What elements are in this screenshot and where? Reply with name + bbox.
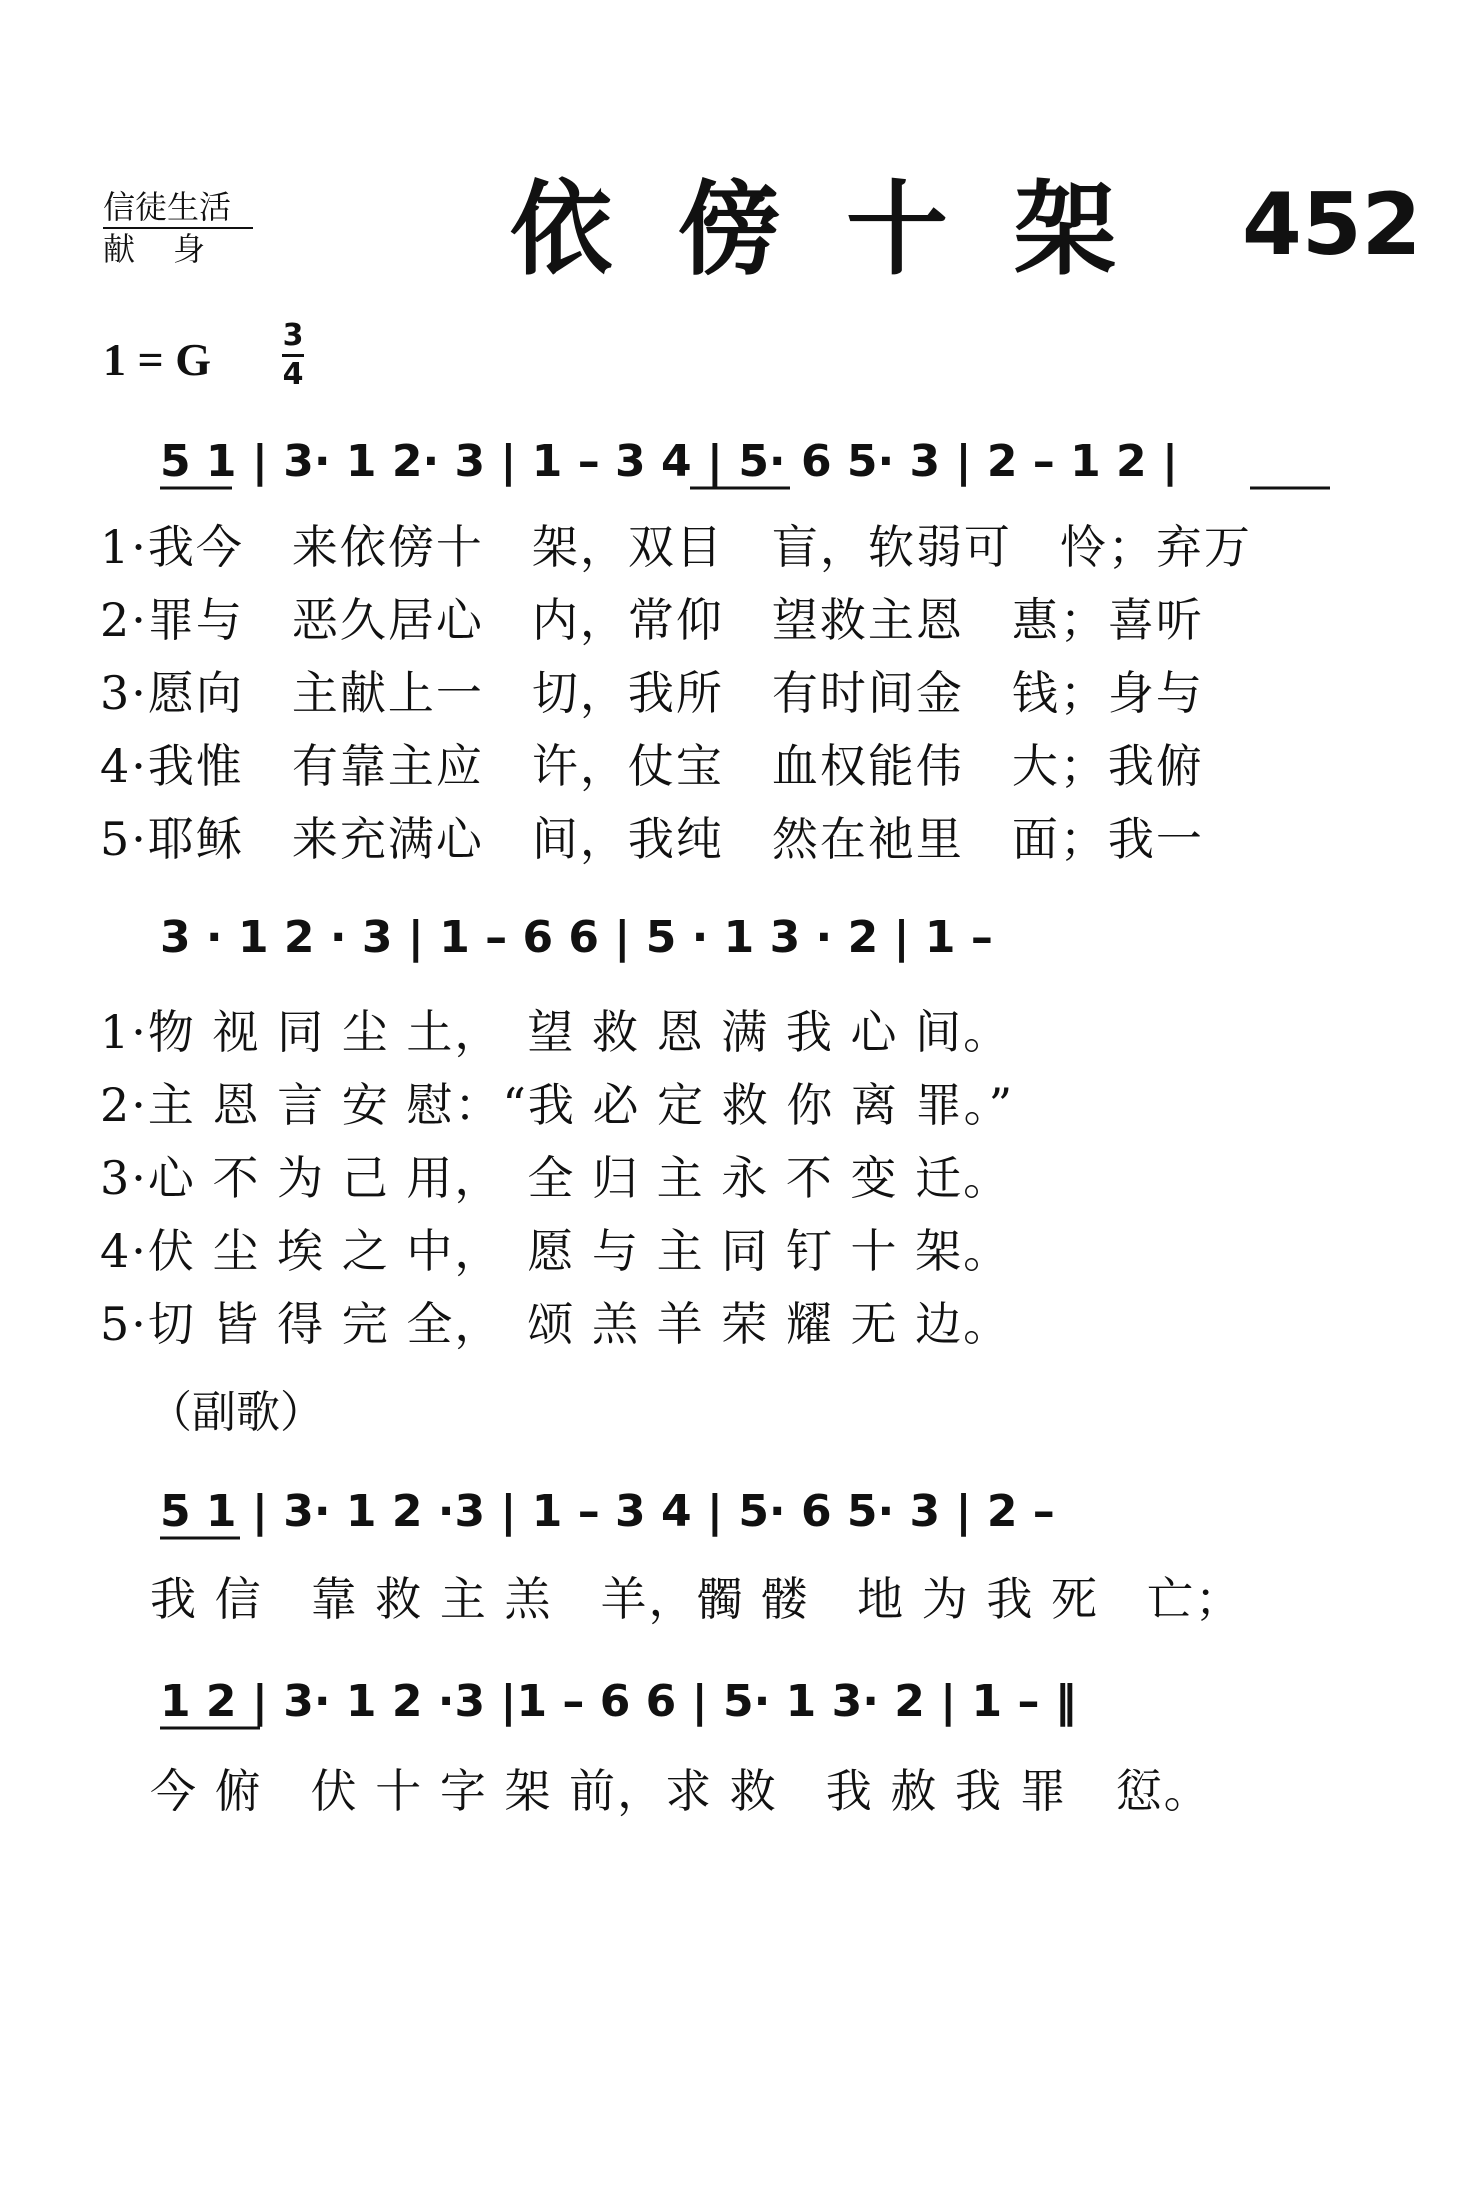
time-signature-top: 3 [282, 318, 304, 353]
system2-verse-4: 4·伏 尘 埃 之 中， 愿 与 主 同 钉 十 架。 [100, 1224, 1012, 1278]
system3-notes: 5 1 | 3· 1 2 ·3 | 1 – 3 4 | 5· 6 5· 3 | 2 – [160, 1486, 1055, 1537]
system1-verse-2: 2·罪与 恶久居心 内，常仰 望救主恩 惠；喜听 [100, 593, 1204, 647]
chorus-label: （副歌） [148, 1387, 324, 1438]
system1-verse-3: 3·愿向 主献上一 切，我所 有时间金 钱；身与 [100, 666, 1204, 720]
system4-lyrics: 今 俯 伏 十 字 架 前，求 救 我 赦 我 罪 愆。 [150, 1764, 1212, 1818]
system3-lyrics: 我 信 靠 救 主 羔 羊，髑 髅 地 为 我 死 亡； [150, 1572, 1243, 1626]
system2-verse-5: 5·切 皆 得 完 全， 颂 羔 羊 荣 耀 无 边。 [100, 1297, 1012, 1351]
system1-verse-4: 4·我惟 有靠主应 许，仗宝 血权能伟 大；我俯 [100, 739, 1204, 793]
key-signature: 1 = G [103, 334, 211, 385]
system2-verse-2: 2·主 恩 言 安 慰：“我 必 定 救 你 离 罪。” [100, 1078, 1015, 1132]
system1-verse-1: 1·我今 来依傍十 架，双目 盲，软弱可 怜；弃万 [100, 520, 1252, 574]
category-primary: 信徒生活 [103, 187, 253, 229]
time-signature-bottom: 4 [282, 357, 304, 392]
system1-notes: 5 1 | 3· 1 2· 3 | 1 – 3 4 | 5· 6 5· 3 | 2 – 1 2 | [160, 436, 1179, 487]
system4-notes: 1 2 | 3· 1 2 ·3 |1 – 6 6 | 5· 1 3· 2 | 1 – ‖ [160, 1676, 1077, 1727]
hymn-title: 依傍十架 [510, 170, 1182, 290]
system1-verse-5: 5·耶稣 来充满心 间，我纯 然在祂里 面；我一 [100, 812, 1204, 866]
system2-verse-1: 1·物 视 同 尘 土， 望 救 恩 满 我 心 间。 [100, 1005, 1012, 1059]
system2-notes: 3 · 1 2 · 3 | 1 – 6 6 | 5 · 1 3 · 2 | 1 – [160, 912, 993, 963]
system2-verse-3: 3·心 不 为 己 用， 全 归 主 永 不 变 迁。 [100, 1151, 1012, 1205]
category-secondary: 献身 [103, 230, 244, 268]
hymn-number: 452 [1242, 175, 1422, 275]
